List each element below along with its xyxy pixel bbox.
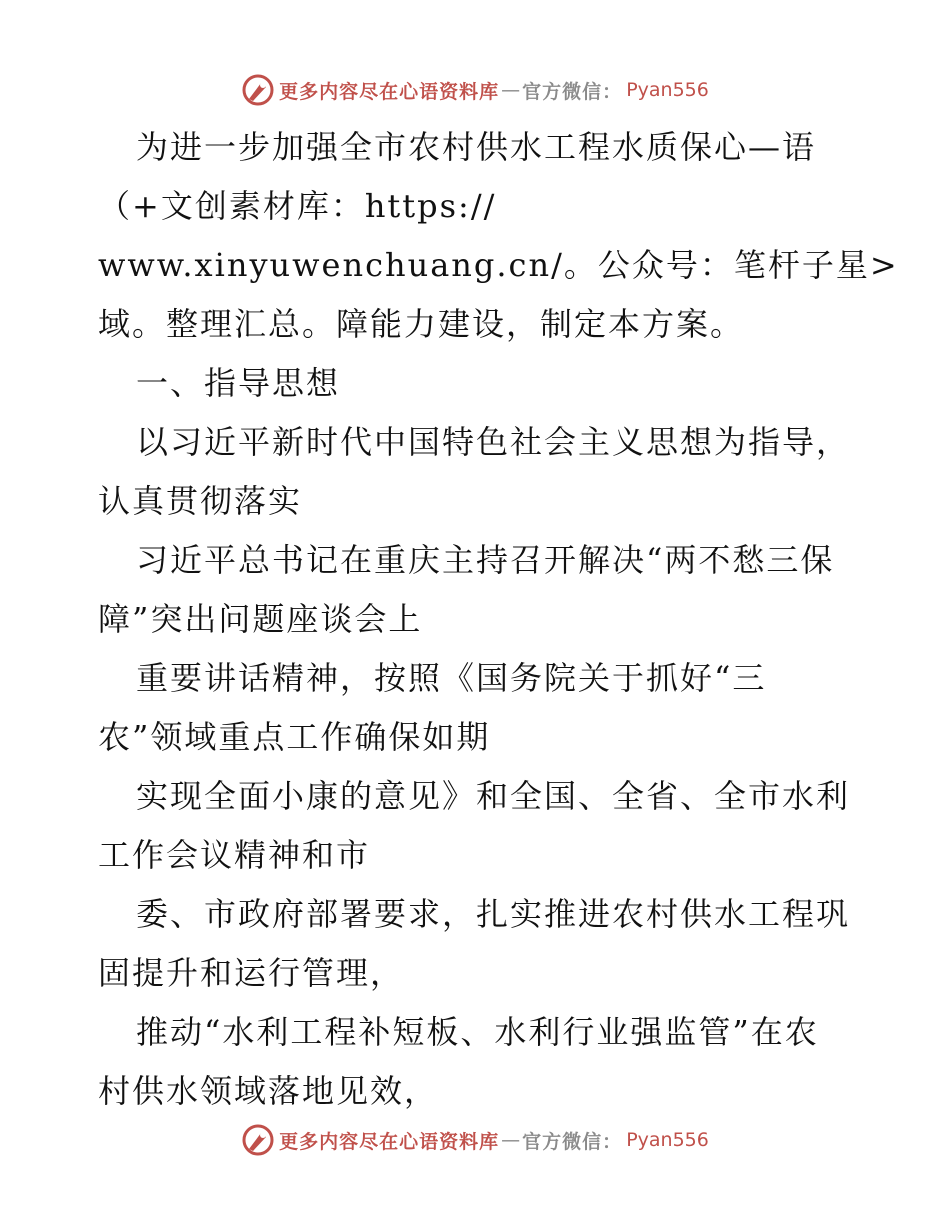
- banner-wechat-id: Pyan556: [626, 79, 709, 101]
- banner-separator: —: [501, 79, 521, 101]
- header-banner: [0, 70, 950, 110]
- body-line: 为进一步加强全市农村供水工程水质保心—语: [136, 128, 817, 166]
- banner-wechat-id: Pyan556: [626, 1129, 709, 1151]
- body-line: 认真贯彻落实: [98, 482, 303, 520]
- body-line: 域。整理汇总。障能力建设，制定本方案。: [98, 305, 745, 343]
- banner-main-text: 更多内容尽在心语资料库: [279, 80, 500, 103]
- pen-nib-logo-icon: [241, 73, 275, 107]
- body-line: 障”突出问题座谈会上: [98, 600, 423, 638]
- pen-nib-logo-icon: [241, 1123, 275, 1157]
- body-line: 工作会议精神和市: [98, 836, 371, 874]
- banner-separator: —: [501, 1129, 521, 1151]
- body-line: 实现全面小康的意见》和全国、全省、全市水利: [136, 777, 851, 815]
- body-line: 农”领域重点工作确保如期: [98, 718, 491, 756]
- body-line: （+文创素材库：https://: [98, 187, 497, 225]
- body-line: 重要讲话精神，按照《国务院关于抓好“三: [136, 659, 767, 697]
- body-line: 委、市政府部署要求，扎实推进农村供水工程巩: [136, 895, 851, 933]
- body-line: 习近平总书记在重庆主持召开解决“两不愁三保: [136, 541, 835, 579]
- body-line: 以习近平新时代中国特色社会主义思想为指导，: [136, 423, 851, 461]
- body-line: 推动“水利工程补短板、水利行业强监管”在农: [136, 1013, 819, 1051]
- banner-wechat-label: 官方微信：: [522, 1130, 623, 1153]
- section-heading: 一、指导思想: [136, 364, 341, 402]
- banner-wechat-label: 官方微信：: [522, 80, 623, 103]
- document-body: [98, 118, 899, 1121]
- body-line: www.xinyuwenchuang.cn/。公众号：笔杆子星>: [98, 246, 899, 284]
- body-line: 固提升和运行管理，: [98, 954, 405, 992]
- banner-main-text: 更多内容尽在心语资料库: [279, 1130, 500, 1153]
- body-line: 村供水领域落地见效，: [98, 1072, 439, 1110]
- footer-banner: [0, 1120, 950, 1160]
